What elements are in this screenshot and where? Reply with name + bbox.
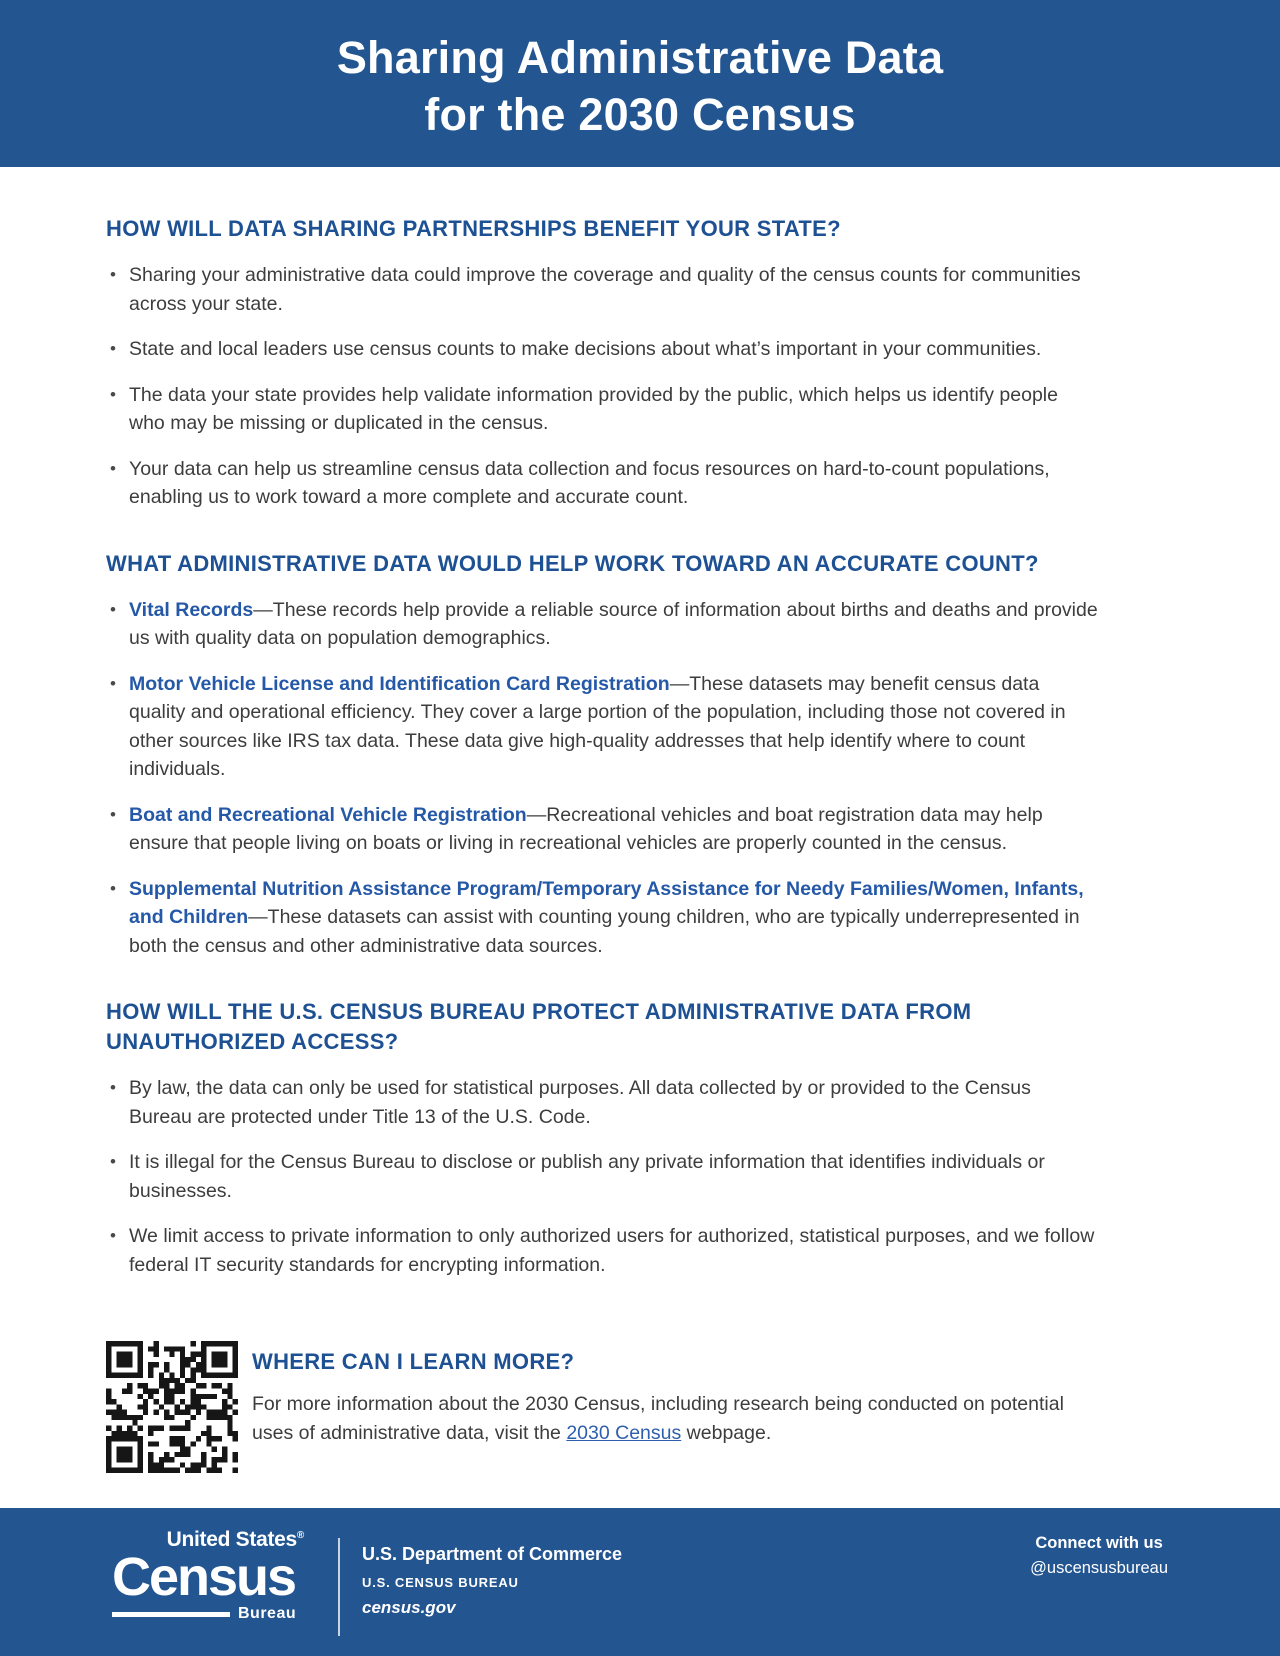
bullet-item <box>106 455 1098 512</box>
bullet-text: —These records help provide a reliable source of information about births and deaths and provide us with quality data on population demographics. <box>129 598 1098 649</box>
bullet-list <box>106 596 1098 961</box>
section-heading: HOW WILL DATA SHARING PARTNERSHIPS BENEFIT YOUR STATE? <box>106 216 841 241</box>
bullet-text: The data your state provides help validate information provided by the public, which helps us identify people who may be missing or duplicated in the census. <box>129 383 1058 434</box>
section-heading: HOW WILL THE U.S. CENSUS BUREAU PROTECT ADMINISTRATIVE DATA FROM UNAUTHORIZED ACCESS? <box>106 999 972 1054</box>
page-title-line1: Sharing Administrative Data <box>336 32 944 83</box>
bullet-item <box>106 1074 1098 1131</box>
bullet-item <box>106 1148 1098 1205</box>
bullet-item <box>106 670 1098 784</box>
content-section <box>106 214 1174 512</box>
bullet-text: State and local leaders use census counts to make decisions about what’s important in your communities. <box>129 338 1042 360</box>
sections-container <box>106 214 1174 1279</box>
section-heading: WHAT ADMINISTRATIVE DATA WOULD HELP WORK TOWARD AN ACCURATE COUNT? <box>106 550 1039 576</box>
bullet-lead: Boat and Recreational Vehicle Registration <box>129 803 527 826</box>
bullet-text: —These datasets can assist with counting young children, who are typically underrepresented in both the census and other administrative data sources. <box>129 906 1080 957</box>
bullet-text: It is illegal for the Census Bureau to disclose or publish any private information that identifies individuals or businesses. <box>129 1151 1045 1202</box>
bullet-item <box>106 1222 1098 1279</box>
bullet-text: By law, the data can only be used for statistical purposes. All data collected by or provided to the Census Bureau are protected under Title 13 of the U.S. Code. <box>129 1077 1031 1128</box>
bullet-lead: Supplemental Nutrition Assistance Program/Temporary Assistance for Needy Families/Women, Infants, and Children <box>129 877 1084 928</box>
bullet-text: —Recreational vehicles and boat registration data may help ensure that people living on boats or living in recreational vehicles are properly counted in the census. <box>129 803 1043 854</box>
dept-census-bureau-line: U.S. CENSUS BUREAU <box>362 1575 519 1590</box>
logo-bureau-row <box>112 1605 304 1623</box>
bullet-item <box>106 596 1098 653</box>
learn-more-text-block <box>238 1341 1098 1473</box>
logo-underline-bar <box>112 1612 230 1617</box>
registered-mark: ® <box>296 1530 304 1541</box>
bullet-text: We limit access to private information to only authorized users for authorized, statistical purposes, and we follow federal IT security standards for encrypting information. <box>129 1225 1095 1276</box>
social-handle: @uscensusbureau <box>1030 1559 1168 1577</box>
bullet-list <box>106 1074 1098 1279</box>
bullet-text: Sharing your administrative data could improve the coverage and quality of the census counts for communities across your state. <box>129 264 1081 315</box>
header-banner <box>0 0 1280 167</box>
bullet-item <box>106 381 1098 438</box>
footer <box>0 1508 1280 1656</box>
connect-block <box>1030 1534 1168 1578</box>
census-bureau-logo <box>112 1528 304 1623</box>
learn-more-heading: WHERE CAN I LEARN MORE? <box>252 1349 575 1374</box>
census-gov-text: census.gov <box>362 1598 456 1617</box>
bullet-item <box>106 335 1098 364</box>
footer-divider <box>338 1538 340 1636</box>
learn-more-section <box>106 1341 1174 1473</box>
bullet-lead: Vital Records <box>129 598 254 621</box>
content-section <box>106 549 1174 961</box>
bullet-item <box>106 801 1098 858</box>
bullet-text: —These datasets may benefit census data quality and operational efficiency. They cover a large portion of the population, including those not covered in other sources like IRS tax data. These data give high-quality addresses that help identify where to count individuals. <box>129 672 1066 780</box>
logo-census-text: Census <box>112 1547 296 1607</box>
logo-bureau-text: Bureau <box>238 1605 297 1622</box>
bullet-text: Your data can help us streamline census data collection and focus resources on hard-to-count populations, enabling us to work toward a more complete and accurate count. <box>129 457 1050 508</box>
page-title-line2: for the 2030 Census <box>424 89 856 140</box>
qr-code-icon <box>106 1341 238 1473</box>
main-content <box>0 167 1280 1508</box>
department-block <box>362 1544 622 1618</box>
logo-united-states-text: United States <box>166 1528 297 1551</box>
bullet-lead: Motor Vehicle License and Identification Card Registration <box>129 672 670 695</box>
bullet-item <box>106 875 1098 961</box>
dept-commerce-line: U.S. Department of Commerce <box>362 1544 623 1564</box>
content-section <box>106 997 1174 1279</box>
learn-more-text-before: For more information about the 2030 Census, including research being conducted on potential uses of administrative data, visit the <box>252 1393 1064 1444</box>
bullet-list <box>106 261 1098 512</box>
learn-more-text-after: webpage. <box>681 1422 772 1444</box>
census-2030-link[interactable]: 2030 Census <box>566 1422 682 1444</box>
page-title <box>0 0 1280 143</box>
learn-more-paragraph <box>252 1390 1098 1448</box>
connect-with-us-label: Connect with us <box>1035 1534 1163 1552</box>
bullet-item <box>106 261 1098 318</box>
